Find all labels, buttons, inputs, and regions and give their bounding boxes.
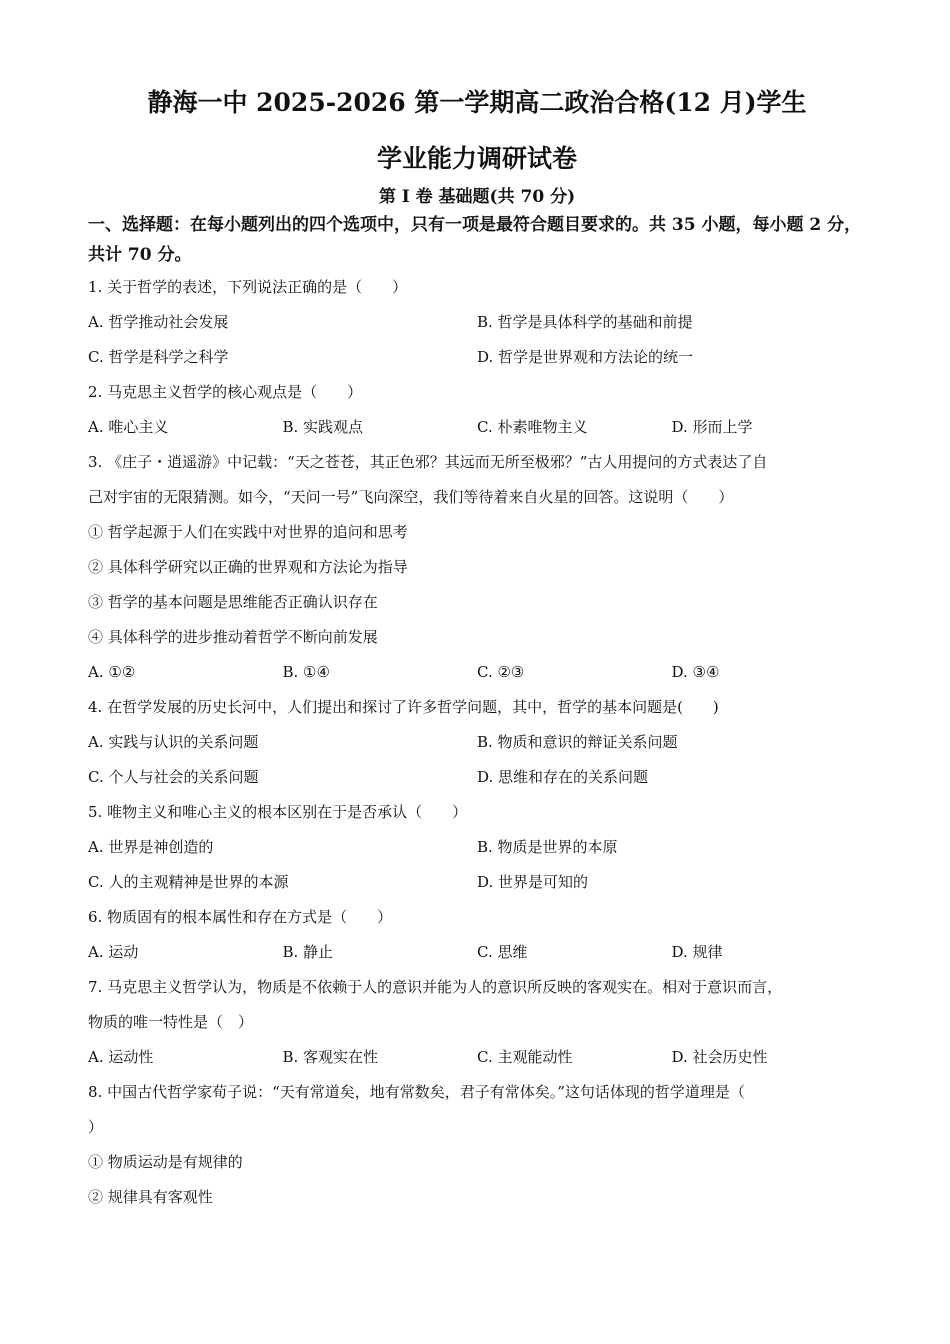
option-a: A. 世界是神创造的	[88, 838, 214, 856]
statement-1: ① 物质运动是有规律的	[88, 1153, 243, 1171]
option-b: B. 物质是世界的本原	[477, 838, 618, 856]
section-title: 一、选择题：在每小题列出的四个选项中，只有一项是最符合题目要求的。共 35 小题，每小题 2 分，共计 70 分。	[88, 215, 862, 265]
question-1	[88, 270, 866, 375]
question-stem-line: 7. 马克思主义哲学认为，物质是不依赖于人的意识并能为人的意识所反映的客观实在。相对于意识而言，	[88, 978, 783, 996]
option-a: A. 唯心主义	[88, 418, 169, 436]
option-d: D. ③④	[671, 663, 720, 681]
option-b: B. 哲学是具体科学的基础和前提	[477, 313, 693, 331]
question-stem-line: 3. 《庄子・逍遥游》中记载：“天之苍苍，其正色邪？其远而无所至极邪？”古人用提问的方式表达了自	[88, 453, 768, 471]
option-row	[88, 305, 866, 340]
option-d: D. 哲学是世界观和方法论的统一	[477, 348, 694, 366]
question-stem-line: 8. 中国古代哲学家荀子说：“天有常道矣，地有常数矣，君子有常体矣。”这句话体现的哲学道理是（	[88, 1083, 745, 1101]
option-row	[88, 340, 866, 375]
question-stem-line: 己对宇宙的无限猜测。如今，“天问一号”飞向深空，我们等待着来自火星的回答。这说明（ ）	[88, 488, 734, 506]
option-row	[88, 935, 866, 970]
option-c: C. 人的主观精神是世界的本源	[88, 873, 289, 891]
option-c: C. 思维	[477, 943, 528, 961]
statement-4: ④ 具体科学的进步推动着哲学不断向前发展	[88, 628, 378, 646]
option-row	[88, 865, 866, 900]
question-5	[88, 795, 866, 900]
option-c: C. 哲学是科学之科学	[88, 348, 229, 366]
statement-2: ② 规律具有客观性	[88, 1188, 213, 1206]
option-a: A. 实践与认识的关系问题	[88, 733, 259, 751]
option-d: D. 形而上学	[671, 418, 753, 436]
exam-page	[88, 86, 866, 1215]
question-stem: 2. 马克思主义哲学的核心观点是（ ）	[88, 383, 363, 401]
option-c: C. ②③	[477, 663, 525, 681]
question-stem: 4. 在哲学发展的历史长河中，人们提出和探讨了许多哲学问题，其中，哲学的基本问题是( )	[88, 698, 719, 716]
option-b: B. 实践观点	[282, 418, 364, 436]
question-2	[88, 375, 866, 445]
question-6	[88, 900, 866, 970]
option-a: A. ①②	[88, 663, 136, 681]
option-row	[88, 760, 866, 795]
option-d: D. 思维和存在的关系问题	[477, 768, 649, 786]
statement-3: ③ 哲学的基本问题是思维能否正确认识存在	[88, 593, 378, 611]
option-row	[88, 1040, 866, 1075]
part-title: 第 I 卷 基础题(共 70 分)	[378, 187, 576, 207]
question-4	[88, 690, 866, 795]
option-b: B. ①④	[282, 663, 330, 681]
option-a: A. 运动	[88, 943, 139, 961]
option-row	[88, 655, 866, 690]
question-7	[88, 970, 866, 1075]
question-3	[88, 445, 866, 690]
option-c: C. 个人与社会的关系问题	[88, 768, 259, 786]
statement-2: ② 具体科学研究以正确的世界观和方法论为指导	[88, 558, 408, 576]
question-stem: 1. 关于哲学的表述，下列说法正确的是（ ）	[88, 278, 408, 296]
option-b: B. 物质和意识的辩证关系问题	[477, 733, 678, 751]
option-a: A. 哲学推动社会发展	[88, 313, 229, 331]
option-row	[88, 830, 866, 865]
option-row	[88, 410, 866, 445]
exam-title-line2: 学业能力调研试卷	[376, 144, 577, 173]
option-d: D. 世界是可知的	[477, 873, 589, 891]
question-stem-line: ）	[88, 1118, 104, 1136]
question-stem-line: 物质的唯一特性是（ ）	[88, 1013, 254, 1031]
question-stem: 5. 唯物主义和唯心主义的根本区别在于是否承认（ ）	[88, 803, 468, 821]
option-d: D. 社会历史性	[671, 1048, 768, 1066]
question-stem: 6. 物质固有的根本属性和存在方式是（ ）	[88, 908, 393, 926]
option-b: B. 静止	[282, 943, 334, 961]
option-c: C. 朴素唯物主义	[477, 418, 588, 436]
option-b: B. 客观实在性	[282, 1048, 379, 1066]
option-d: D. 规律	[671, 943, 723, 961]
option-c: C. 主观能动性	[477, 1048, 573, 1066]
statement-1: ① 哲学起源于人们在实践中对世界的追问和思考	[88, 523, 408, 541]
question-8	[88, 1075, 866, 1215]
exam-title-line1: 静海一中 2025-2026 第一学期高二政治合格(12 月)学生	[147, 88, 807, 117]
option-row	[88, 725, 866, 760]
option-a: A. 运动性	[88, 1048, 154, 1066]
